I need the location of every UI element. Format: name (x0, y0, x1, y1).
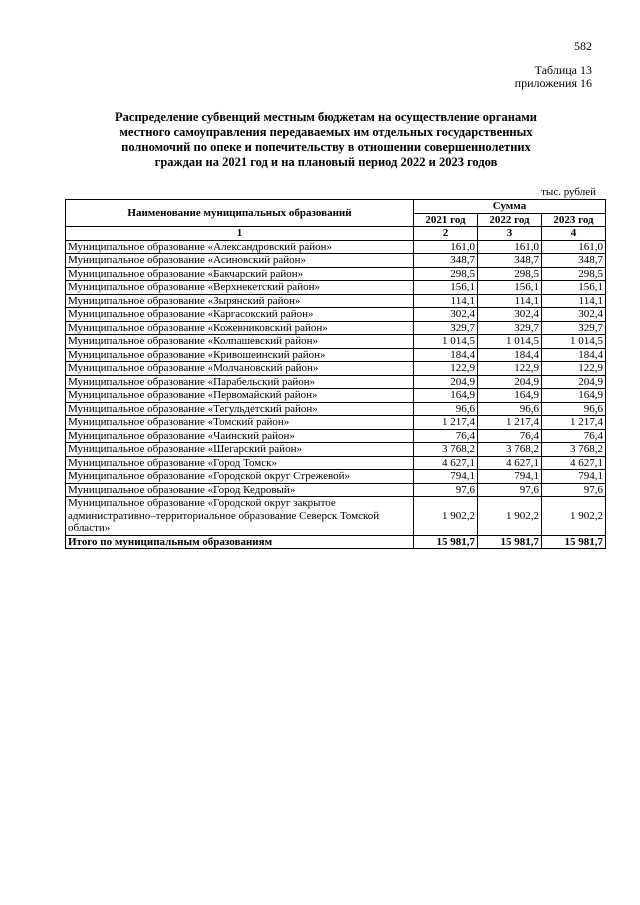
value-2023: 794,1 (542, 470, 606, 484)
title-line: полномочий по опеке и попечительству в отношении совершеннолетних (121, 140, 531, 154)
value-2022: 164,9 (478, 389, 542, 403)
value-2023: 4 627,1 (542, 456, 606, 470)
row-name: Муниципальное образование «Парабельский район» (66, 375, 414, 389)
value-2023: 1 014,5 (542, 335, 606, 349)
value-2021: 76,4 (414, 429, 478, 443)
value-2021: 156,1 (414, 281, 478, 295)
row-name: Муниципальное образование «Город Томск» (66, 456, 414, 470)
value-2021: 4 627,1 (414, 456, 478, 470)
value-2022: 302,4 (478, 308, 542, 322)
value-2022: 184,4 (478, 348, 542, 362)
value-2022: 122,9 (478, 362, 542, 376)
value-2021: 184,4 (414, 348, 478, 362)
value-2022: 4 627,1 (478, 456, 542, 470)
row-name: Муниципальное образование «Кожевниковский район» (66, 321, 414, 335)
value-2023: 348,7 (542, 254, 606, 268)
row-name: Муниципальное образование «Шегарский район» (66, 443, 414, 457)
row-name: Муниципальное образование «Молчановский район» (66, 362, 414, 376)
header-name: Наименование муниципальных образований (66, 200, 414, 227)
row-name: Муниципальное образование «Чаинский район» (66, 429, 414, 443)
value-2021: 329,7 (414, 321, 478, 335)
value-2022: 161,0 (478, 240, 542, 254)
value-2023: 15 981,7 (542, 535, 606, 549)
table-row (66, 497, 606, 536)
table-ref-line2: приложения 16 (514, 76, 592, 90)
value-2022: 329,7 (478, 321, 542, 335)
value-2021: 298,5 (414, 267, 478, 281)
row-name: Муниципальное образование «Александровский район» (66, 240, 414, 254)
value-2021: 1 217,4 (414, 416, 478, 430)
header-year-2022: 2022 год (478, 213, 542, 227)
row-name: Муниципальное образование «Городской округ Стрежевой» (66, 470, 414, 484)
table-reference (392, 64, 592, 90)
row-name: Муниципальное образование «Томский район» (66, 416, 414, 430)
value-2021: 1 014,5 (414, 335, 478, 349)
value-2021: 3 768,2 (414, 443, 478, 457)
table-row (66, 443, 606, 457)
value-2022: 204,9 (478, 375, 542, 389)
index-cell: 2 (414, 227, 478, 241)
value-2021: 204,9 (414, 375, 478, 389)
value-2022: 348,7 (478, 254, 542, 268)
value-2021: 96,6 (414, 402, 478, 416)
page-number: 582 (574, 39, 592, 53)
value-2023: 329,7 (542, 321, 606, 335)
index-cell: 3 (478, 227, 542, 241)
title-line: Распределение субвенций местным бюджетам на осуществление органами (115, 110, 537, 124)
value-2023: 122,9 (542, 362, 606, 376)
table-row (66, 389, 606, 403)
table-row (66, 456, 606, 470)
row-name: Муниципальное образование «Асиновский район» (66, 254, 414, 268)
value-2023: 156,1 (542, 281, 606, 295)
units-label: тыс. рублей (541, 186, 596, 198)
value-2023: 96,6 (542, 402, 606, 416)
value-2022: 1 217,4 (478, 416, 542, 430)
value-2021: 164,9 (414, 389, 478, 403)
value-2021: 97,6 (414, 483, 478, 497)
value-2022: 97,6 (478, 483, 542, 497)
table-row (66, 321, 606, 335)
value-2021: 302,4 (414, 308, 478, 322)
table-row (66, 470, 606, 484)
table-row (66, 375, 606, 389)
value-2023: 302,4 (542, 308, 606, 322)
table-row (66, 281, 606, 295)
value-2021: 114,1 (414, 294, 478, 308)
table-row (66, 267, 606, 281)
row-name: Муниципальное образование «Колпашевский район» (66, 335, 414, 349)
header-year-2023: 2023 год (542, 213, 606, 227)
value-2023: 204,9 (542, 375, 606, 389)
table-row (66, 308, 606, 322)
row-name: Муниципальное образование «Город Кедровый» (66, 483, 414, 497)
row-name: Муниципальное образование «Бакчарский район» (66, 267, 414, 281)
value-2022: 156,1 (478, 281, 542, 295)
value-2022: 96,6 (478, 402, 542, 416)
header-sum: Сумма (414, 200, 606, 214)
document-title (86, 110, 566, 170)
row-name: Муниципальное образование «Каргасокский район» (66, 308, 414, 322)
table-row (66, 240, 606, 254)
value-2023: 76,4 (542, 429, 606, 443)
value-2022: 1 014,5 (478, 335, 542, 349)
value-2022: 15 981,7 (478, 535, 542, 549)
value-2023: 97,6 (542, 483, 606, 497)
row-name: Муниципальное образование «Верхнекетский район» (66, 281, 414, 295)
subsidy-table (65, 199, 606, 549)
value-2023: 1 217,4 (542, 416, 606, 430)
table-row (66, 294, 606, 308)
value-2022: 794,1 (478, 470, 542, 484)
value-2022: 298,5 (478, 267, 542, 281)
table-row (66, 416, 606, 430)
total-row (66, 535, 606, 549)
value-2021: 1 902,2 (414, 497, 478, 536)
value-2023: 1 902,2 (542, 497, 606, 536)
row-name: Муниципальное образование «Зырянский район» (66, 294, 414, 308)
value-2022: 1 902,2 (478, 497, 542, 536)
table-row (66, 362, 606, 376)
value-2023: 161,0 (542, 240, 606, 254)
table-ref-line1: Таблица 13 (534, 63, 592, 77)
row-name: Муниципальное образование «Первомайский район» (66, 389, 414, 403)
row-name: Итого по муниципальным образованиям (66, 535, 414, 549)
table-row (66, 254, 606, 268)
value-2021: 348,7 (414, 254, 478, 268)
row-name: Муниципальное образование «Тегульдетский район» (66, 402, 414, 416)
title-line: местного самоуправления передаваемых им отдельных государственных (119, 125, 533, 139)
value-2022: 114,1 (478, 294, 542, 308)
table-body (66, 240, 606, 549)
value-2022: 3 768,2 (478, 443, 542, 457)
value-2021: 794,1 (414, 470, 478, 484)
value-2021: 122,9 (414, 362, 478, 376)
title-line: граждан на 2021 год и на плановый период 2022 и 2023 годов (154, 155, 498, 169)
row-name: Муниципальное образование «Кривошеинский район» (66, 348, 414, 362)
table-row (66, 483, 606, 497)
index-cell: 4 (542, 227, 606, 241)
table-row (66, 429, 606, 443)
header-year-2021: 2021 год (414, 213, 478, 227)
value-2023: 164,9 (542, 389, 606, 403)
value-2023: 3 768,2 (542, 443, 606, 457)
index-cell: 1 (66, 227, 414, 241)
row-name: Муниципальное образование «Городской округ закрытое административно–территориальное образование Северск Томской области» (66, 497, 414, 536)
table-row (66, 348, 606, 362)
table-row (66, 335, 606, 349)
value-2021: 161,0 (414, 240, 478, 254)
value-2023: 114,1 (542, 294, 606, 308)
table-row (66, 402, 606, 416)
value-2023: 298,5 (542, 267, 606, 281)
value-2022: 76,4 (478, 429, 542, 443)
value-2021: 15 981,7 (414, 535, 478, 549)
value-2023: 184,4 (542, 348, 606, 362)
